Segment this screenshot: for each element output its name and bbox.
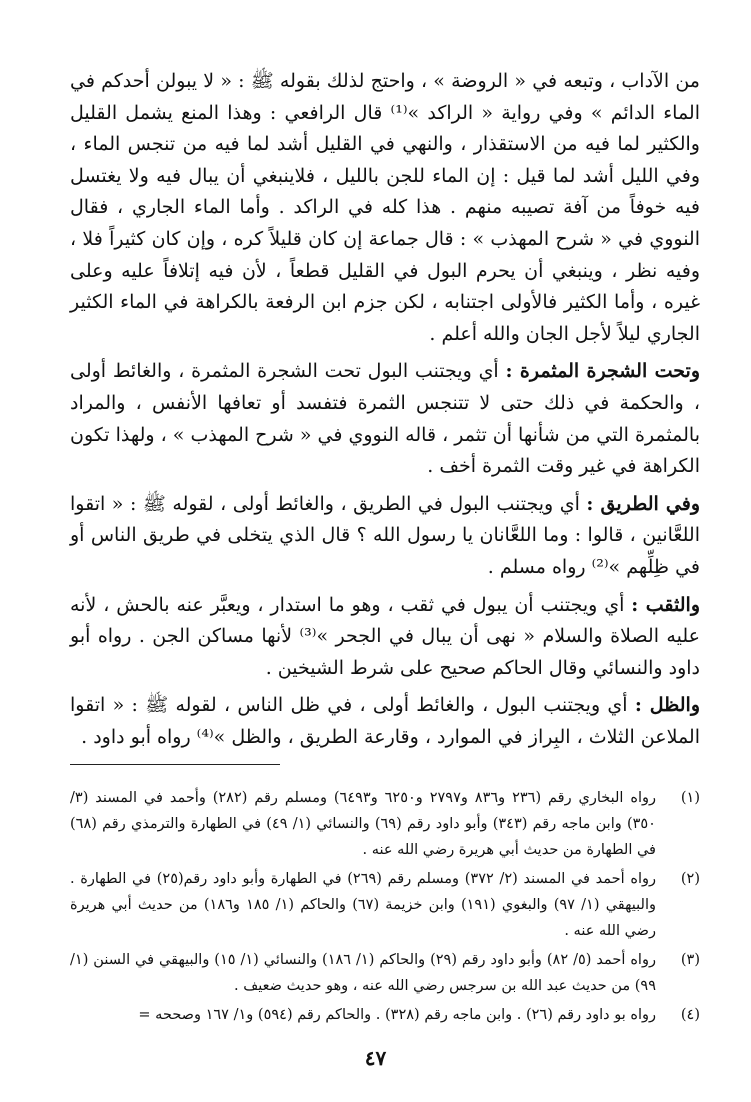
footnote-text: رواه أحمد في المسند (٢/ ٣٧٢) ومسلم رقم (٢٦٩) في الطهارة وأبو داود رقم(٢٥) في الطهارة . والبيهقي (١/ ٩٧) والبغوي (١٩١) وابن خزيمة (٦٧) والحاكم (١/ ١٨٥ و١٨٦) من حديث أبي هريرة رضي الله عنه . xyxy=(70,871,657,939)
paragraph-lead: والظل : xyxy=(634,694,700,717)
footnote xyxy=(70,947,700,999)
paragraph-road xyxy=(70,489,700,584)
paragraph-lead: والثقب : xyxy=(631,593,700,616)
paragraph-lead: وتحت الشجرة المثمرة : xyxy=(505,360,700,383)
paragraph-intro xyxy=(70,66,700,350)
paragraph-lead: وفي الطريق : xyxy=(586,492,701,515)
footnote-number: (١) xyxy=(680,790,700,806)
paragraph-text: أي ويجتنب البول ، والغائط أولى ، في ظل الناس ، لقوله ﷺ : « اتقوا الملاعن الثلاث ، البِراز في الموارد ، وقارعة الطريق ، والظل »⁽⁴⁾ رواه أبو داود . xyxy=(70,694,700,748)
paragraph-text: أي ويجتنب أن يبول في ثقب ، وهو ما استدار ، ويعبَّر عنه بالحش ، لأنه عليه الصلاة والسلام « نهى أن يبال في الجحر »⁽³⁾ لأنها مساكن الجن . رواه أبو داود والنسائي وقال الحاكم صحيح على شرط الشيخين . xyxy=(70,593,700,679)
footnote-number: (٤) xyxy=(680,1007,700,1023)
footnote-text: رواه أحمد (٥/ ٨٢) وأبو داود رقم (٢٩) والحاكم (١/ ١٨٦) والنسائي (١/ ١٥) والبيهقي في السنن (١/ ٩٩) من حديث عبد الله بن سرجس رضي الله عنه ، وهو حديث ضعيف . xyxy=(70,952,656,994)
paragraph-text: أي ويجتنب البول تحت الشجرة المثمرة ، والغائط أولى ، والحكمة في ذلك حتى لا تتنجس الثمرة فتفسد أو تعافها الأنفس ، والمراد بالمثمرة التي من شأنها أن تثمر ، قاله النووي في « شرح المهذب » ، ولهذا تكون الكراهة في غير وقت الثمرة أخف . xyxy=(70,360,700,478)
paragraph-text: أي ويجتنب البول في الطريق ، والغائط أولى ، لقوله ﷺ : « اتقوا اللعَّانين ، قالوا : وما اللعَّانان يا رسول الله ؟ قال الذي يتخلى في طريق الناس أو في ظِلِّهم »⁽²⁾ رواه مسلم . xyxy=(70,492,700,578)
footnote xyxy=(70,866,700,944)
footnote xyxy=(70,1002,700,1028)
page-number: ٤٧ xyxy=(364,1046,387,1070)
paragraph-hole xyxy=(70,590,700,685)
footnotes xyxy=(70,785,700,1031)
paragraph-text: من الآداب ، وتبعه في « الروضة » ، واحتج لذلك بقوله ﷺ : « لا يبولن أحدكم في الماء الدائم » وفي رواية « الراكد »⁽¹⁾ قال الرافعي : وهذا المنع يشمل القليل والكثير لما فيه من الاستقذار ، والنهي في القليل أشد لما فيه من تنجس الماء ، وفي الليل أشد لما قيل : إن الماء للجن بالليل ، فلاينبغي أن يبال فيه ولا يغتسل فيه خوفاً من آفة تصيبه منهم . هذا كله في الراكد . وأما الماء الجاري ، فقال النووي في « شرح المهذب » : قال جماعة إن كان قليلاً كره ، وإن كان كثيراً فلا ، وفيه نظر ، وينبغي أن يحرم البول في القليل قطعاً ، لأن فيه إتلافاً عليه وعلى غيره ، وأما الكثير فالأولى اجتنابه ، لكن جزم ابن الرفعة بالكراهة في الماء الكثير الجاري ليلاً لأجل الجان والله أعلم . xyxy=(70,70,700,345)
paragraph-shade xyxy=(70,690,700,753)
paragraph-fruit-tree xyxy=(70,356,700,482)
footnote-divider xyxy=(70,764,280,765)
main-text xyxy=(70,66,700,759)
footnote-number: (٢) xyxy=(680,871,700,887)
footnote xyxy=(70,785,700,863)
footnote-number: (٣) xyxy=(680,952,700,968)
footnote-text: رواه بو داود رقم (٢٦) . وابن ماجه رقم (٣٢٨) . والحاكم رقم (٥٩٤) و١/ ١٦٧ وصححه = xyxy=(138,1007,656,1023)
footnote-text: رواه البخاري رقم (٢٣٦ و٨٣٦ و٢٧٩٧ و٦٢٥٠ و٦٤٩٣) ومسلم رقم (٢٨٢) وأحمد في المسند (٣/ ٣٥٠) وابن ماجه رقم (٣٤٣) وأبو داود رقم (٦٩) والنسائي (١/ ٤٩) في الطهارة والترمذي رقم (٦٨) في الطهارة من حديث أبي هريرة رضي الله عنه . xyxy=(70,790,656,858)
